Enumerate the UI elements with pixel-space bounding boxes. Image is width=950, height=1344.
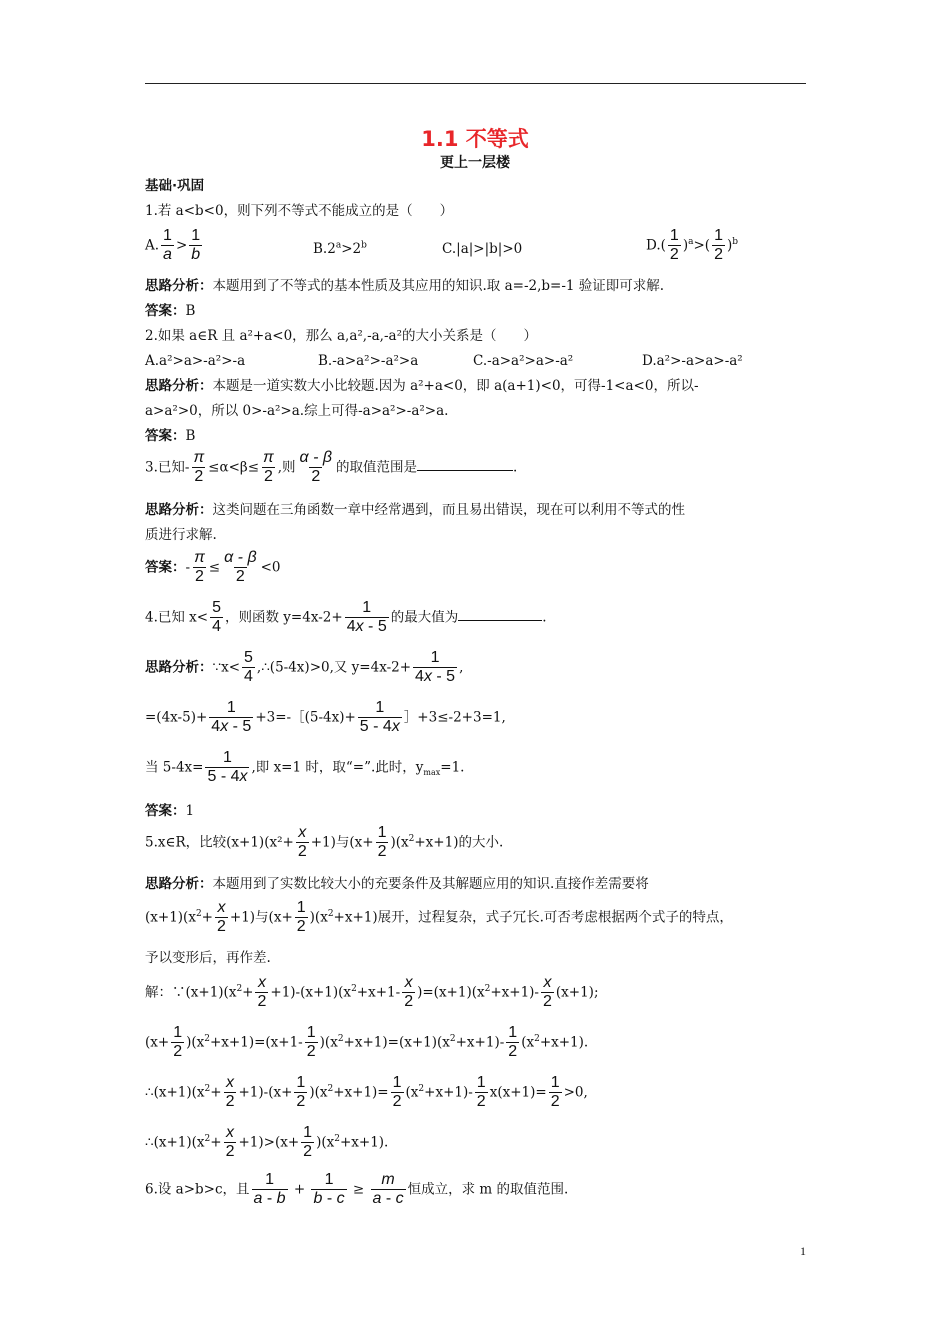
q4-analysis-3: 当 5-4x= $\frac{1}{5 - 4x}$ ,即 x=1 时，取“=”.此时，$y_{max}=1$. <box>145 749 465 785</box>
q5-analysis-3: 予以变形后，再作差. <box>145 950 271 966</box>
q5-solution-3: $\therefore(x+1)(x^2+$ $\frac{x}{2}$ +1)-(x+ $\frac{1}{2}$ )$(x^2+x+1)=$ $\frac{1}{2}$ $(x^2+x+1)-$ $\frac{1}{2}$ x(x+1)= $\frac{1}{2}$ >0, <box>145 1074 588 1110</box>
q1-option-c: C.|a|>|b|>0 <box>442 241 523 257</box>
q1-answer: 答案：B <box>145 303 196 319</box>
q5-analysis-1: 思路分析：本题用到了实数比较大小的充要条件及其解题应用的知识.直接作差需要将 <box>145 876 649 892</box>
q1-analysis: 思路分析：本题用到了不等式的基本性质及其应用的知识.取 a=-2,b=-1 验证即可求解. <box>145 278 665 294</box>
q2-option-d: D.a²>-a>a>-a² <box>642 353 743 369</box>
q4-analysis-1: 思路分析：∵x< $\frac{5}{4}$ ,∴(5-4x)>0,又 y=4x-2+ $\frac{1}{4x - 5}$ , <box>145 649 464 685</box>
q3-answer: 答案：- $\frac{\pi}{2}$ ≤ $\frac{\alpha - \beta}{2}$ <0 <box>145 549 281 585</box>
q4-analysis-2: =(4x-5)+ $\frac{1}{4x - 5}$ +3=-［(5-4x)+ $\frac{1}{5 - 4x}$ ］+3≤-2+3=1, <box>145 699 506 735</box>
q1-stem: 1.若 a<b<0，则下列不等式不能成立的是（ ） <box>145 203 454 219</box>
q2-analysis-1: 思路分析：本题是一道实数大小比较题.因为 a²+a<0，即 a(a+1)<0，可得-1<a<0，所以- <box>145 378 699 394</box>
page-number: 1 <box>800 1244 806 1258</box>
q5-solution-2: (x+ $\frac{1}{2}$ )$(x^2+x+1)=(x+1-$ $\frac{1}{2}$ )$(x^2+x+1)=(x+1)(x^2+x+1)-$ $\frac{1}{2}$ $(x^2+x+1)$. <box>145 1024 589 1060</box>
q2-analysis-2: a>a²>0，所以 0>-a²>a.综上可得-a>a²>-a²>a. <box>145 403 449 419</box>
q5-stem: 5.x∈R，比较(x+1)(x²+ $\frac{x}{2}$ +1)与(x+ $\frac{1}{2}$ )$(x^2+x+1)$的大小. <box>145 824 504 860</box>
q4-answer: 答案：1 <box>145 803 195 819</box>
header-rule <box>145 83 806 84</box>
section-heading: 基础·巩固 <box>145 178 205 194</box>
page-subtitle: 更上一层楼 <box>440 155 510 171</box>
q6-stem: 6.设 a>b>c，且 $\frac{1}{a - b}$ + $\frac{1}{b - c}$ ≥ $\frac{m}{a - c}$ 恒成立，求 m 的取值范围. <box>145 1171 569 1207</box>
q5-analysis-2: $(x+1)(x^2+$ $\frac{x}{2}$ +1)与(x+ $\frac{1}{2}$ )$(x^2+x+1)$展开，过程复杂，式子冗长.可否考虑根据两个式子的特点， <box>145 899 733 935</box>
q1-option-d: D.( $\frac{1}{2}$ )$^a$>( $\frac{1}{2}$ )$^b$ <box>646 227 739 263</box>
q3-analysis-1: 思路分析：这类问题在三角函数一章中经常遇到，而且易出错误，现在可以利用不等式的性 <box>145 502 685 518</box>
q2-stem: 2.如果 a∈R 且 a²+a<0，那么 a,a²,-a,-a²的大小关系是（ ） <box>145 328 537 344</box>
q5-solution-4: $\therefore(x+1)(x^2+$ $\frac{x}{2}$ +1)>(x+ $\frac{1}{2}$ )$(x^2+x+1)$. <box>145 1124 389 1160</box>
page-title: 1.1 不等式 <box>421 127 529 151</box>
q2-option-b: B.-a>a²>-a²>a <box>318 353 419 369</box>
q2-option-a: A.a²>a>-a²>-a <box>145 353 246 369</box>
q1-option-a: A. $\frac{1}{a}$ > $\frac{1}{b}$ <box>145 227 201 263</box>
q4-stem: 4.已知 x< $\frac{5}{4}$ ，则函数 y=4x-2+ $\frac{1}{4x - 5}$ 的最大值为 . <box>145 599 547 635</box>
q2-option-c: C.-a>a²>a>-a² <box>473 353 574 369</box>
q3-stem: 3.已知- $\frac{\pi}{2}$ ≤α<β≤ $\frac{\pi}{2}$ ,则 $\frac{\alpha - \beta}{2}$ 的取值范围是 . <box>145 449 518 485</box>
q1-option-b: $B.2^a>2^b$ <box>313 240 367 257</box>
q3-analysis-2: 质进行求解. <box>145 527 217 543</box>
q2-answer: 答案：B <box>145 428 196 444</box>
q5-solution-1: 解：$\because(x+1)(x^2+$ $\frac{x}{2}$ $+1)-(x+1)(x^2+x+1-$ $\frac{x}{2}$ )$=(x+1)(x^2+x+1)-$ $\frac{x}{2}$ (x+1); <box>145 974 599 1010</box>
